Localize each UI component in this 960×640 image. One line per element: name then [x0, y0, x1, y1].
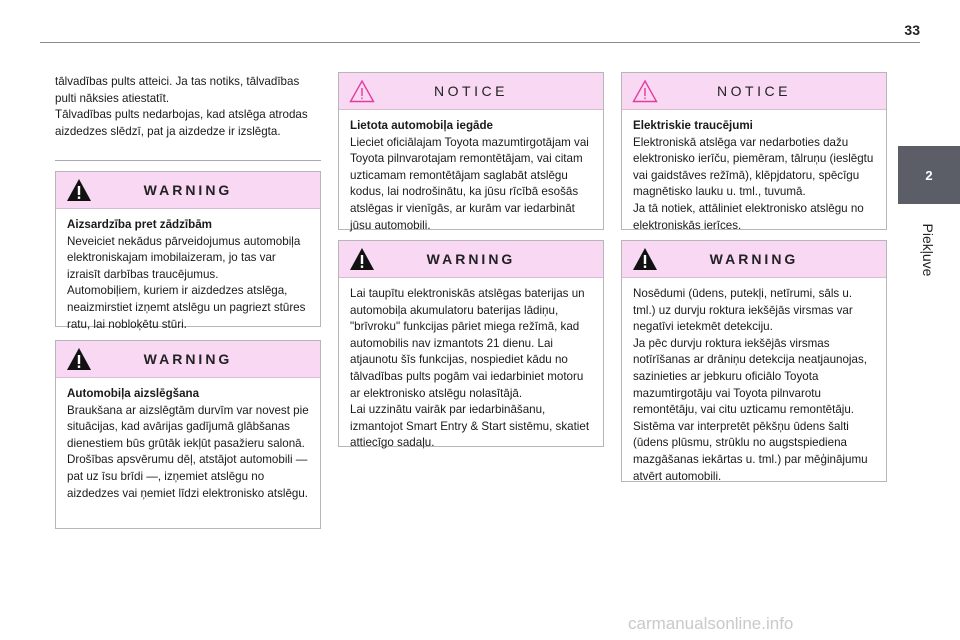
warning-box-deposits [621, 240, 887, 482]
warning-title: WARNING [143, 351, 233, 367]
warning-header [56, 172, 320, 209]
warning-text: Lai taupītu elektroniskās atslēgas baterijas un automobiļa akumulatoru baterijas lādiņu, "brīvroku" funkcijas pāriet miega režīmā, kad automobilis nav izmantots 21 dienu. Lai atjaunotu šīs funkcijas, nospiediet kādu no tālvadības pults pogām vai iedarbiniet motoru ar elektronisko atslēgu nolasītājā. Lai uzzinātu vairāk par iedarbināšanu, izmantojot Smart Entry & Start sistēmu, skatiet attiecīgo sadaļu. [350, 287, 590, 450]
chapter-tab[interactable]: 2 [898, 146, 960, 204]
notice-triangle-outline-icon [632, 79, 658, 103]
warning-subtitle: Aizsardzība pret zādzībām [67, 218, 212, 231]
warning-triangle-icon [349, 247, 375, 271]
top-rule [40, 42, 920, 43]
notice-subtitle: Elektriskie traucējumi [633, 119, 753, 132]
warning-triangle-icon [632, 247, 658, 271]
watermark: carmanualsonline.info [628, 614, 794, 633]
warning-header [339, 241, 603, 278]
warning-text: Neveiciet nekādus pārveidojumus automobiļa elektroniskajam imobilaizeram, jo tas var izraisīt darbības traucējumus. Automobiļiem, kuriem ir aizdedzes atslēga, neaizmirstiet izņemt atslēgu un pagriezt stūres ratu, lai nobloķētu stūri. [67, 234, 306, 331]
warning-text: Nosēdumi (ūdens, putekļi, netīrumi, sāls u. tml.) uz durvju roktura iekšējās virsmas var negatīvi ietekmēt detekciju. Ja pēc durvju roktura iekšējās virsmas notīrīšanas ar drāniņu detekcija neatjaunojas, sazinieties ar jebkuru oficiālo Toyota mazumtirgotāju vai Toyota pilnvarotu remontētāju, vai citu uzticamu remontētāju. Sistēma var interpretēt pēkšņu ūdens šalti (ūdens plūsmu, strūklu no augstspiediena mazgāšanas iekārtas u. tml.) par mēģinājumu atvērt automobili. [633, 287, 868, 483]
warning-header [56, 341, 320, 378]
notice-title: NOTICE [717, 83, 791, 99]
warning-text: Braukšana ar aizslēgtām durvīm var novest pie situācijas, kad avārijas gadījumā glābšanas dienestiem būs grūtāk iekļūt pasažieru salonā. Drošības apsvērumu dēļ, atstājot automobili — pat uz īsu brīdi —, izņemiet atslēgu no aizdedzes vai ņemiet līdzi elektronisko atslēgu. [67, 403, 309, 500]
warning-title: WARNING [143, 182, 233, 198]
warning-box-sleep-mode [338, 240, 604, 450]
intro-text: tālvadības pults atteici. Ja tas notiks, tālvadības pulti nāksies atiestatīt. Tālvadības pults nedarbojas, kad atslēga atrodas aizdedzes slēdzī, pat ja aizdedze ir izslēgta. [55, 75, 308, 138]
notice-subtitle: Lietota automobiļa iegāde [350, 119, 494, 132]
warning-subtitle: Automobiļa aizslēgšana [67, 387, 200, 400]
warning-box-locking [55, 340, 321, 529]
notice-text: Elektroniskā atslēga var nedarboties dažu elektronisko ierīču, piemēram, tālruņu (ieslēgtu vai gaidstāves režīmā), klēpjdatoru, spēcīgu magnētisko lauku u. tml., tuvumā. Ja tā notiek, attāliniet elektronisko atslēgu no elektroniskās ierīces. [633, 135, 874, 232]
notice-title: NOTICE [434, 83, 508, 99]
page-number: 33 [904, 22, 920, 38]
notice-box-interference [621, 72, 887, 230]
warning-body [622, 278, 886, 495]
warning-body [56, 378, 320, 512]
warning-box-anti-theft [55, 171, 321, 331]
notice-box-used-car [338, 72, 604, 230]
notice-text: Lieciet oficiālajam Toyota mazumtirgotājam vai Toyota pilnvarotajam remontētājam, vai citam uzticamam remontētājam saglabāt atslēgu kodus, lai nodrošinātu, ka jūsu rīcībā esošās atslēgas ir vienīgās, ar kurām var iedarbināt jūsu automobili. [350, 135, 589, 232]
intro-divider [55, 160, 321, 161]
notice-triangle-outline-icon [349, 79, 375, 103]
notice-body [622, 110, 886, 244]
warning-title: WARNING [709, 251, 799, 267]
chapter-title: Piekļuve [920, 223, 936, 277]
warning-body [56, 209, 320, 343]
warning-title: WARNING [426, 251, 516, 267]
warning-body [339, 278, 603, 462]
notice-header [622, 73, 886, 110]
warning-triangle-icon [66, 347, 92, 371]
notice-body [339, 110, 603, 244]
warning-header [622, 241, 886, 278]
notice-header [339, 73, 603, 110]
warning-triangle-icon [66, 178, 92, 202]
